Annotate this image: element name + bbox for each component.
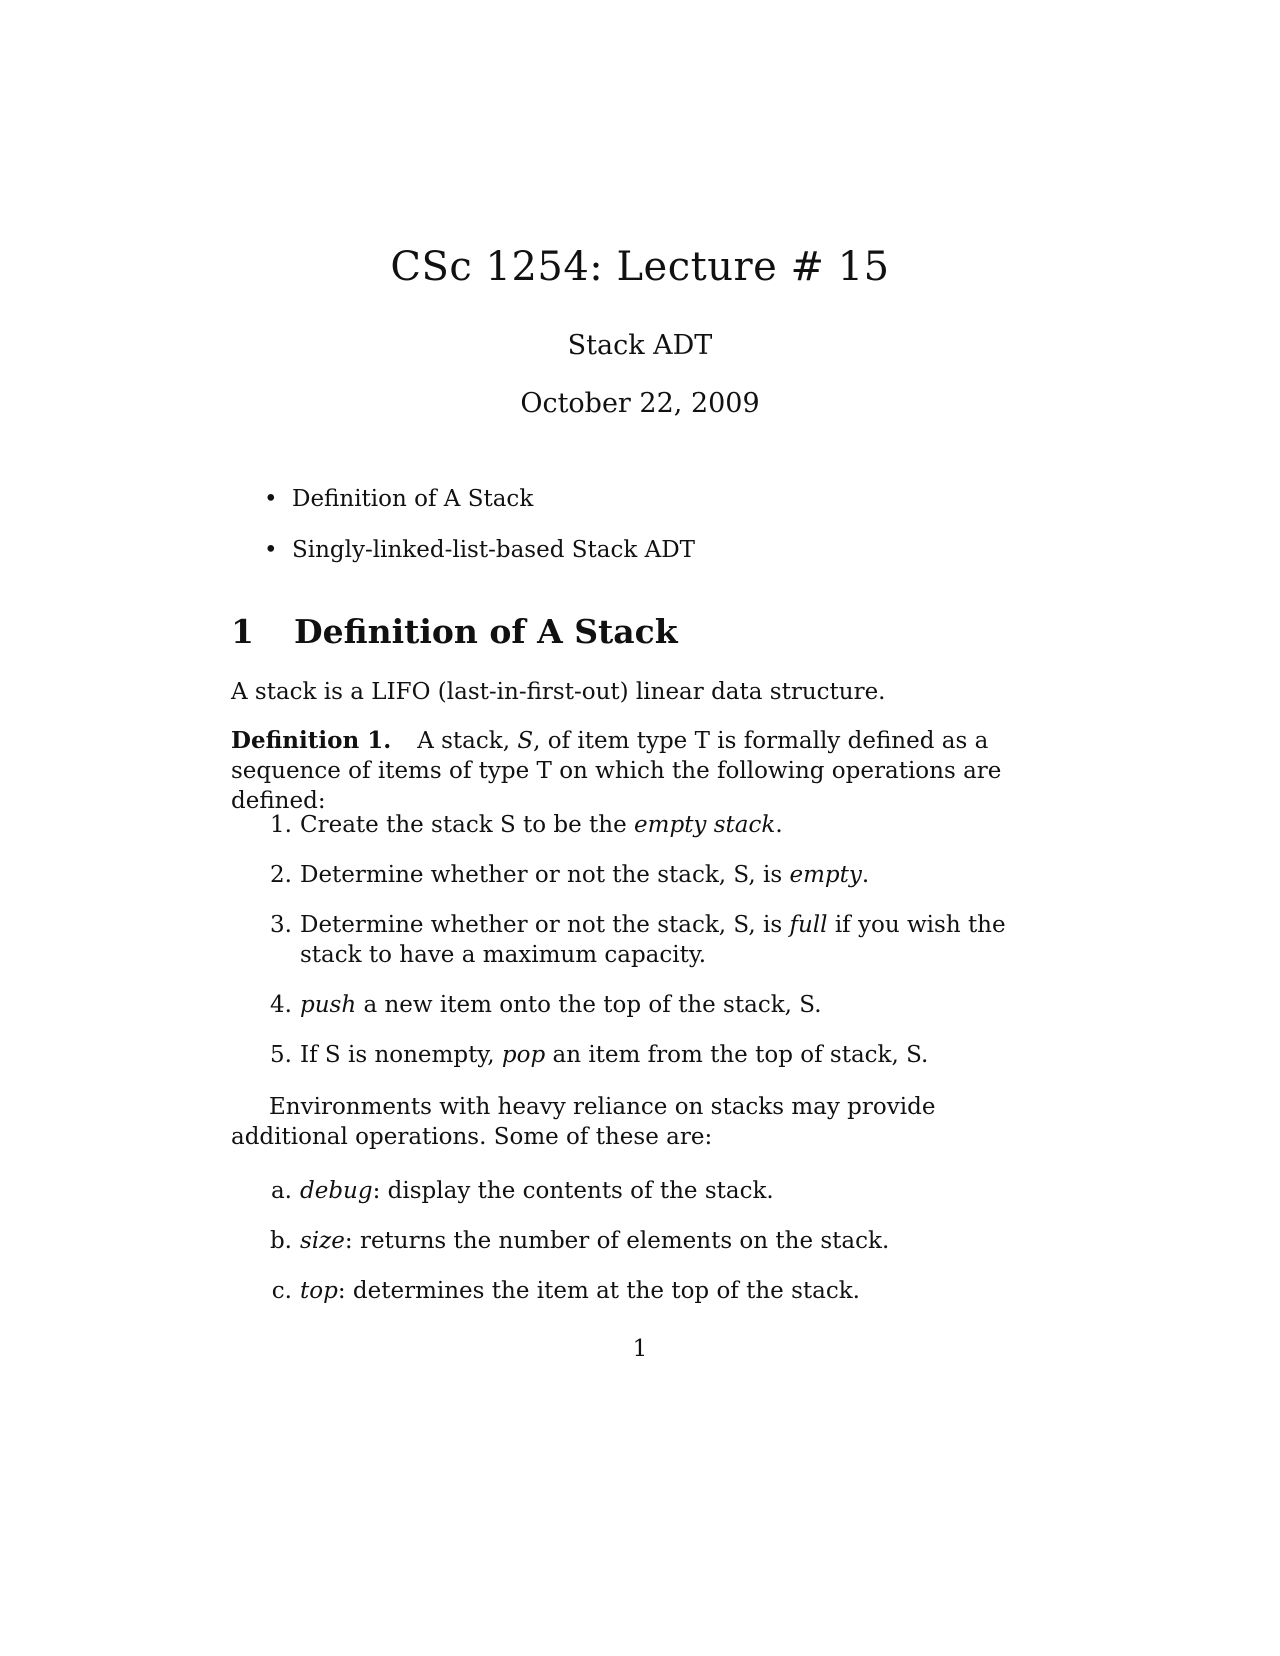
- list-item-number: 4.: [270, 992, 292, 1018]
- list-item-text: [300, 810, 1043, 840]
- definition-paragraph: [231, 726, 1043, 816]
- page-number: 1: [632, 1336, 648, 1362]
- op-text-post: : determines the item at the top of the stack.: [337, 1278, 860, 1304]
- op-text-pre: Determine whether or not the stack, S, is: [300, 862, 790, 888]
- environments-paragraph: Environments with heavy reliance on stacks may provide additional operations. Some of these are:: [231, 1094, 936, 1150]
- definition-text-b: , of item type T is formally defined as a sequence of items of type T on which the following operations are defined:: [231, 728, 1002, 814]
- op-text-emphasis: debug: [300, 1178, 373, 1204]
- op-text-emphasis: empty stack: [634, 812, 776, 838]
- list-item-text: [300, 1040, 1043, 1070]
- definition-label: Definition 1.: [231, 727, 392, 754]
- op-text-post: a new item onto the top of the stack, S.: [356, 992, 822, 1018]
- definition-text-a: A stack,: [417, 728, 518, 754]
- list-item-number: 1.: [270, 812, 292, 838]
- list-item-letter: b.: [269, 1228, 292, 1254]
- list-item: [231, 810, 1043, 840]
- list-item: [231, 1226, 1043, 1256]
- intro-paragraph: A stack is a LIFO (last-in-first-out) linear data structure.: [231, 679, 886, 705]
- bullet-icon: •: [264, 486, 278, 512]
- list-item-letter: a.: [270, 1178, 292, 1204]
- list-item: [231, 990, 1043, 1020]
- section-title: Definition of A Stack: [294, 612, 678, 651]
- definition-variable: S: [517, 728, 534, 754]
- list-item-letter: c.: [271, 1278, 292, 1304]
- list-item-text: [300, 860, 1043, 890]
- list-item: [231, 1040, 1043, 1070]
- outline-list: [264, 486, 695, 588]
- outline-item: [264, 486, 695, 537]
- op-text-pre: If S is nonempty,: [300, 1042, 502, 1068]
- outline-item-label: Definition of A Stack: [292, 486, 534, 512]
- op-text-emphasis: full: [789, 912, 828, 938]
- op-text-post: .: [861, 862, 870, 888]
- extra-operations-list: [231, 1176, 1043, 1326]
- list-item-text: [300, 990, 1043, 1020]
- section-heading: [231, 612, 678, 651]
- outline-item-label: Singly-linked-list-based Stack ADT: [292, 537, 695, 563]
- list-item-number: 3.: [270, 912, 292, 938]
- list-item-text: [300, 1226, 889, 1256]
- list-item: [231, 910, 1043, 970]
- list-item: [231, 1276, 1043, 1306]
- bullet-icon: •: [264, 537, 278, 563]
- list-item-number: 5.: [270, 1042, 292, 1068]
- op-text-pre: Create the stack S to be the: [300, 812, 635, 838]
- outline-item: [264, 537, 695, 588]
- op-text-post: an item from the top of stack, S.: [545, 1042, 929, 1068]
- op-text-post: .: [775, 812, 783, 838]
- op-text-post: : returns the number of elements on the stack.: [344, 1228, 890, 1254]
- list-item: [231, 1176, 1043, 1206]
- op-text-emphasis: push: [300, 992, 357, 1018]
- list-item-text: [300, 1276, 860, 1306]
- op-text-emphasis: pop: [501, 1042, 546, 1068]
- list-item: [231, 860, 1043, 890]
- document-title: CSc 1254: Lecture # 15: [390, 244, 890, 290]
- operations-list: [231, 810, 1043, 1090]
- op-text-emphasis: top: [300, 1278, 338, 1304]
- section-number: 1: [231, 612, 254, 651]
- list-item-text: [300, 910, 1043, 970]
- list-item-text: [300, 1176, 774, 1206]
- op-text-post: : display the contents of the stack.: [372, 1178, 774, 1204]
- op-text-emphasis: empty: [789, 862, 862, 888]
- op-text-pre: Determine whether or not the stack, S, is: [300, 912, 790, 938]
- op-text-post: if you wish the stack to have a maximum capacity.: [300, 912, 1006, 968]
- document-subtitle: Stack ADT: [567, 330, 713, 361]
- op-text-emphasis: size: [300, 1228, 345, 1254]
- list-item-number: 2.: [270, 862, 292, 888]
- document-date: October 22, 2009: [520, 388, 760, 419]
